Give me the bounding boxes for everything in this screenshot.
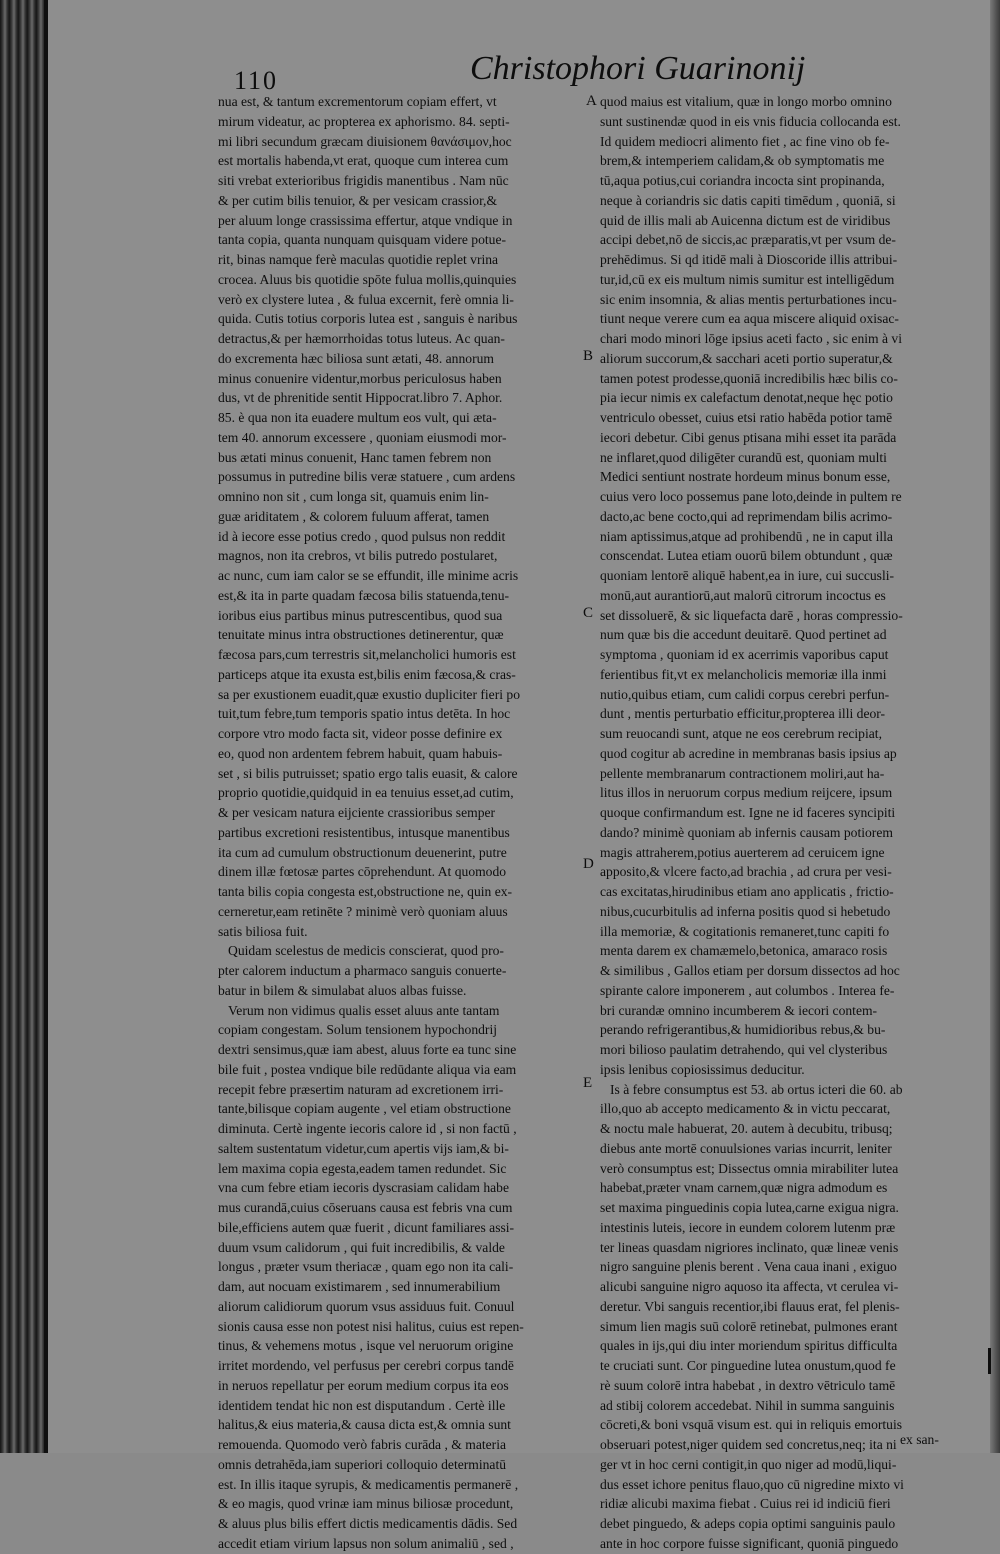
text-line: id à iecore esse potius credo , quod pulsus non reddit xyxy=(218,528,506,544)
text-line: quoque confirmandum est. Igne ne id faceres syncipiti xyxy=(600,805,896,820)
text-line: ferientibus fit,vt ex melancholicis memoriæ illa inmi xyxy=(600,666,887,682)
text-line: verò consumptus est; Dissectus omnia mirabiliter lutea xyxy=(600,1160,899,1176)
text-line: omnis detrahēda,iam superiori colloquio determinatū xyxy=(218,1456,507,1472)
text-line: Is à febre consumptus est 53. ab ortus icteri die 60. ab xyxy=(610,1081,903,1097)
text-line: num quæ bis die accedunt deuitarē. Quod pertinet ad xyxy=(600,627,887,643)
text-line: quoniam lentorē aliquē habent,ea in iure, cui succusli- xyxy=(600,568,895,583)
text-line: deretur. Vbi sanguis recentior,ibi flauus erat, fel plenis- xyxy=(600,1298,900,1314)
text-line: minus conuenire videntur,morbus periculosus haben xyxy=(218,370,502,386)
text-line: cuius vero loco possemus pane loto,deinde in pultem re xyxy=(600,489,902,504)
text-line: te cruciati sunt. Cor pinguedine lutea onustum,quod fe xyxy=(600,1358,896,1373)
text-line: ridiæ alicubi maxima fiebat . Cuius rei id indiciū fieri xyxy=(600,1496,891,1512)
text-line: obseruari potest,niger quidem sed concretus,neq; ita ni xyxy=(600,1437,897,1452)
left-text-column xyxy=(218,92,578,1554)
text-line: dunt , mentis perturbatio efficitur,propterea illi deor- xyxy=(600,706,886,722)
text-line: cōcreti,& boni vsquā visum est. qui in reliquis emortuis xyxy=(600,1417,903,1433)
margin-letter-d: D xyxy=(583,856,594,872)
margin-letter-a: A xyxy=(586,93,597,109)
text-line: & noctu male habuerat, 20. autem à decubitu, tribusq; xyxy=(600,1121,893,1136)
text-line: quod cogitur ab acredine in membranas basis ipsius ap xyxy=(600,745,897,761)
text-line: ventriculo obesset, cuius etsi ratio habēda potior tamē xyxy=(600,410,893,425)
text-line: batur in bilem & simulabat aluos albas fuisse. xyxy=(218,982,467,998)
text-line: accipi debet,nō de siccis,ac præparatis,vt per vsum de- xyxy=(600,232,896,248)
text-line: satis biliosa fuit. xyxy=(218,923,308,939)
running-head: Christophori Guarinonij xyxy=(470,50,806,87)
text-line: corpore vtro modo facta sit, videor posse definire ex xyxy=(218,726,503,741)
text-line: tiunt neque verere cum ea aqua miscere aliquid oxisac- xyxy=(600,311,899,327)
text-line: sa per exustionem euadit,quæ exustio dupliciter fieri po xyxy=(218,686,521,702)
text-line: intestinis luteis, iecore in eundem colorem lutenm præ xyxy=(600,1219,896,1235)
text-line: possumus in putredine bilis veræ statuere , cum ardens xyxy=(218,469,516,485)
text-line: dam, aut nocuam existimarem , sed innumerabilium xyxy=(218,1279,501,1294)
text-line: ac nunc, cum iam calor se se effundit, ille minime acris xyxy=(218,568,519,583)
text-line: quid de illis mali ab Auicenna dictum est de viridibus xyxy=(600,212,891,228)
text-line: pia iecur nimis ex calefactum denotat,neque hęc potio xyxy=(600,390,893,406)
text-line: aliorum calidiorum quorum vsus assiduus fuit. Conuul xyxy=(218,1298,515,1314)
text-line: tenuitate minus intra obstructiones detinerentur, quæ xyxy=(218,627,504,643)
text-line: irritet mordendo, vel perfusus per cerebri corpus tandē xyxy=(218,1358,514,1373)
text-line: do excrementa hæc biliosa sunt ætati, 48. annorum xyxy=(218,350,494,366)
text-line: litus illos in neruorum corpus medium reijcere, ipsum xyxy=(600,785,893,801)
text-line: ger vt in hoc cerni contigit,in quo niger ad modū,liqui- xyxy=(600,1456,897,1472)
text-line: illo,quo ab accepto medicamento & in victu peccarat, xyxy=(600,1101,891,1117)
binding-gutter xyxy=(0,0,48,1453)
text-line: guæ ariditatem , & colorem fuluum afferat, tamen xyxy=(218,508,490,524)
text-line: bus ætati minus conuenit, Hanc tamen febrem non xyxy=(218,449,492,465)
text-line: Quidam scelestus de medicis conscierat, quod pro- xyxy=(228,943,504,959)
text-line: & eo magis, quod vrinæ iam minus biliosæ procedunt, xyxy=(218,1496,514,1512)
text-line: quod maius est vitalium, quæ in longo morbo omnino xyxy=(600,94,892,109)
text-line: tante,bilisque copiam augente , vel etiam obstructione xyxy=(218,1101,511,1117)
margin-letter-b: B xyxy=(583,348,594,364)
text-line: tamen potest prodesse,quoniā incredibilis hæc bilis co- xyxy=(600,370,898,386)
text-line: rit, binas namque ferè maculas quotidie replet vrina xyxy=(218,252,499,267)
margin-letter-e: E xyxy=(583,1075,593,1091)
text-line: partibus excretioni resistentibus, intusque manentibus xyxy=(218,824,510,840)
text-line: tur,id,cū ex eis multum nimis sumitur est intelligēdum xyxy=(600,271,895,287)
text-line: debet pinguedo, & adeps copia optimi sanguinis paulo xyxy=(600,1516,896,1531)
text-line: nutio,quibus etiam, cum calidi corpus cerebri perfun- xyxy=(600,686,890,702)
text-line: saltem sustentatum videtur,cum apertis vijs iam,& bi- xyxy=(218,1140,509,1156)
text-line: niam aptissimus,atque ad prohibendū , ne in caput illa xyxy=(600,528,893,544)
text-line: tanta bilis copia congesta est,obstructione ne, quin ex- xyxy=(218,884,513,899)
text-line: longus , præter vsum theriacæ , quam ego non ita cali- xyxy=(218,1259,514,1275)
text-line: cas excitatas,hirudinibus etiam ano applicatis , frictio- xyxy=(600,884,894,899)
text-line: pellente membranarum contractionem moliri,aut ha- xyxy=(600,765,885,781)
text-line: aliorum succorum,& sacchari aceti portio superatur,& xyxy=(600,350,893,366)
text-line: bri curandæ omnino incumberem & iecori contem- xyxy=(600,1002,878,1018)
text-line: prehēdimus. Si qd itidē mali à Dioscoride illis attribui- xyxy=(600,252,898,267)
text-line: omnino non sit , cum longa sit, quamuis enim lin- xyxy=(218,489,489,504)
text-line: set maxima pinguedinis copia lutea,carne exigua nigra. xyxy=(600,1200,899,1215)
catchword: ex san- xyxy=(900,1432,939,1447)
text-line: conscendat. Lutea etiam ouorū bilem obtundunt , quæ xyxy=(600,548,893,564)
text-line: mori bilioso paulatim detrahendo, qui vel clysteribus xyxy=(600,1042,888,1057)
text-line: apposito,& vlcere facto,ad brachia , ad crura per vesi- xyxy=(600,864,892,880)
text-line: detractus,& per hæmorrhoidas totus luteus. Ac quan- xyxy=(218,331,505,346)
text-line: dus, vt de phrenitide sentit Hippocrat.libro 7. Aphor. xyxy=(218,390,503,406)
text-line: bile,efficiens autem quæ fuerit , dicunt familiares assi- xyxy=(218,1219,515,1235)
text-line: 85. è qua non ita euadere multum eos vult, qui æta- xyxy=(218,410,497,425)
text-line: mirum videatur, ac propterea ex aphorismo. 84. septi- xyxy=(218,113,510,129)
text-line: illa memoriæ, & cogitationis remaneret,tunc capiti fo xyxy=(600,923,890,939)
text-line: brem,& intemperiem calidam,& ob symptomatis me xyxy=(600,153,885,169)
text-line: tinus, & vehemens motus , isque vel neruorum origine xyxy=(218,1338,514,1354)
text-line: duum vsum calidorum , qui fuit incredibilis, & valde xyxy=(218,1239,505,1255)
text-line: dando? minimè quoniam ab infernis causam potiorem xyxy=(600,824,893,840)
text-line: proprio quotidie,quidquid in ea tenuius esset,ad cutim, xyxy=(218,785,514,801)
text-line: est. In illis itaque syrupis, & medicamentis permanerē , xyxy=(218,1476,519,1492)
text-line: neque à coriandris sic datis capiti timēdum , quoniā, si xyxy=(600,192,896,208)
text-line: lem maxima copia egesta,eadem tamen redundet. Sic xyxy=(218,1160,507,1176)
text-line: monū,aut aurantiorū,aut malorū citrorum incoctus es xyxy=(600,587,886,603)
text-line: verò ex clystere lutea , & fulua excernit, ferè omnia li- xyxy=(218,291,514,307)
text-line: mus curandā,cuius cōseruans causa est febris vna cum xyxy=(218,1200,513,1215)
text-line: set , si bilis putruisset; spatio ergo talis euasit, & calore xyxy=(218,765,518,781)
text-line: dextri sensimus,quæ iam abest, aluus forte ea tunc sine xyxy=(218,1042,517,1057)
text-line: ne inflaret,quod diligēter curandū est, quoniam multi xyxy=(600,449,887,465)
text-line: & aluus plus bilis effert dictis medicamentis dādis. Sed xyxy=(218,1516,518,1531)
text-line: Id quidem mediocri alimento fiet , ac fine vino ob fe- xyxy=(600,133,890,149)
text-line: ipsis lenibus copiosissimus deducitur. xyxy=(600,1061,805,1077)
text-line: quales in ijs,qui diu inter moriendum spiritus difficulta xyxy=(600,1338,898,1354)
text-line: nua est, & tantum excrementorum copiam effert, vt xyxy=(218,94,497,109)
text-line: nigro sanguine plenis berent . Vena caua inani , exiguo xyxy=(600,1259,897,1275)
text-line: est mortalis habenda,vt erat, quoque cum interea cum xyxy=(218,153,509,169)
right-text-column xyxy=(600,92,972,1554)
text-line: nibus,cucurbitulis ad inferna positis quod si hebetudo xyxy=(600,903,891,919)
text-line: copiam congestam. Solum tensionem hypochondrij xyxy=(218,1022,498,1038)
page-number: 110 xyxy=(234,66,279,95)
text-line: cerneretur,eam retinēte ? minimè verò quoniam aluus xyxy=(218,903,508,919)
text-line: dacto,ac bene cocto,qui ad reprimendam bilis acrimo- xyxy=(600,508,893,524)
margin-mark xyxy=(988,1348,991,1374)
text-line: dinem illæ fœtosæ partes cōprehendunt. At quomodo xyxy=(218,864,507,880)
text-line: eo, quod non ardentem febrem habuit, quam habuis- xyxy=(218,745,503,761)
text-line: habebat,præter vnam carnem,quæ nigra admodum es xyxy=(600,1180,888,1196)
text-line: & per cutim bilis tenuior, & per vesicam crassior,& xyxy=(218,192,498,208)
text-line: ita cum ad cumulum obstructionum deuenerint, putre xyxy=(218,844,507,860)
text-line: diebus ante mortē conuulsiones varias incurrit, leniter xyxy=(600,1140,892,1156)
text-line: bile fuit , postea vndique bile redūdante aliqua via eam xyxy=(218,1061,517,1077)
text-line: rè suum colorē intra habebat , in dextro vētriculo tamē xyxy=(600,1377,896,1393)
text-line: chari modo minori lōge ipsius aceti facto , sic enim à vi xyxy=(600,331,903,346)
text-line: ante in hoc corpore fuisse significant, quoniā pinguedo xyxy=(600,1535,899,1551)
text-line: ad stibij colorem accedebat. Nihil in summa sanguinis xyxy=(600,1397,895,1413)
text-line: & per vesicam natura eijciente crassioribus semper xyxy=(218,805,496,820)
text-line: in neruos repellatur per eorum medium corpus ita eos xyxy=(218,1377,509,1393)
text-line: symptoma , quoniam id ex acerrimis vaporibus caput xyxy=(600,647,889,662)
text-line: tanta copia, quanta nunquam quisquam videre potue- xyxy=(218,232,507,248)
text-line: magnos, non ita crebros, vt bilis putredo postularet, xyxy=(218,548,498,564)
text-line: tem 40. annorum excessere , quoniam eiusmodi mor- xyxy=(218,429,507,445)
gutter-edge-line xyxy=(44,0,48,1453)
text-line: pter calorem inductum a pharmaco sanguis conuerte- xyxy=(218,963,507,978)
text-line: per aluum longe crassissima effertur, atque vndique in xyxy=(218,212,513,228)
text-line: vna cum febre etiam iecoris dyscrasiam calidam habe xyxy=(218,1180,510,1196)
text-line: Medici sentiunt nostrate hordeum minus bonum esse, xyxy=(600,469,891,485)
text-line: sum reuocandi sunt, atque ne eos cerebrum recipiat, xyxy=(600,726,882,741)
margin-letter-c: C xyxy=(583,605,594,621)
text-line: set dissoluerē, & sic liquefacta darē , horas compressio- xyxy=(600,607,903,623)
text-line: accedit etiam virium lapsus non solum animaliū , sed , xyxy=(218,1535,514,1551)
text-line: tuit,tum febre,tum temporis spatio intus detēta. In hoc xyxy=(218,706,511,722)
text-line: est,& ita in parte quadam fæcosa bilis statuenda,tenu- xyxy=(218,587,510,603)
text-line: alicubi sanguine nigro aquoso ita affecta, vt cerulea vi- xyxy=(600,1279,899,1294)
text-line: tū,aqua potius,cui coriandra incocta sint propinanda, xyxy=(600,173,885,188)
text-line: sic enim insomnia, & alias mentis perturbationes incu- xyxy=(600,291,897,307)
text-line: recepit febre præsertim naturam ad excretionem irri- xyxy=(218,1081,504,1097)
text-line: identidem tendat hic non est disputandum . Certè ille xyxy=(218,1397,506,1413)
text-line: iecori debetur. Cibi genus ptisana mihi esset ita parāda xyxy=(600,429,897,445)
text-line: & similibus , Gallos etiam per dorsum dissectos ad hoc xyxy=(600,963,900,978)
text-line: mi libri secundum græcam diuisionem θανάσιμον,hoc xyxy=(218,133,512,149)
text-line: quida. Cutis totius corporis lutea est , sanguis è naribus xyxy=(218,311,518,327)
text-line: menta darem ex chamæmelo,betonica, amaraco rosis xyxy=(600,943,888,959)
text-line: ter lineas quasdam nigriores inclinato, quæ lineæ venis xyxy=(600,1239,899,1255)
text-line: crocea. Aluus bis quotidie spōte fulua mollis,quinquies xyxy=(218,271,517,287)
text-line: sunt sustinendæ quod in eis vnis fiducia collocanda est. xyxy=(600,113,901,129)
text-line: diminuta. Certè ingente iecoris calore id , si non factū , xyxy=(218,1121,517,1136)
text-line: magis attraherem,potius auerterem ad ceruicem igne xyxy=(600,844,885,860)
text-line: halitus,& eius materia,& causa dicta est,& omnia sunt xyxy=(218,1417,511,1433)
text-line: siti vrebat exterioribus frigidis manentibus . Nam nūc xyxy=(218,173,509,188)
text-line: simum lien magis suū colorē retinebat, pulmones erant xyxy=(600,1318,898,1334)
text-line: sionis causa esse non potest nisi halitus, cuius est repen- xyxy=(218,1318,524,1334)
page-right-edge xyxy=(990,0,1000,1453)
text-line: particeps atque ita exusta est,bilis enim fæcosa,& cras- xyxy=(218,666,516,682)
text-line: Verum non vidimus qualis esset aluus ante tantam xyxy=(228,1002,500,1018)
text-line: spirante calore imponerem , aut columbos . Interea fe- xyxy=(600,982,895,998)
text-line: perando refrigerantibus,& humidioribus rebus,& bu- xyxy=(600,1022,886,1038)
text-line: remouenda. Quomodo verò fabris curāda , & materia xyxy=(218,1437,507,1452)
text-line: ioribus eius partibus minus putrescentibus, quod sua xyxy=(218,607,503,623)
text-line: dus esset ichore penitus flauo,quo cū nigredine mixto vi xyxy=(600,1476,904,1492)
text-line: fæcosa pars,cum terrestris sit,melancholici humoris est xyxy=(218,647,516,662)
